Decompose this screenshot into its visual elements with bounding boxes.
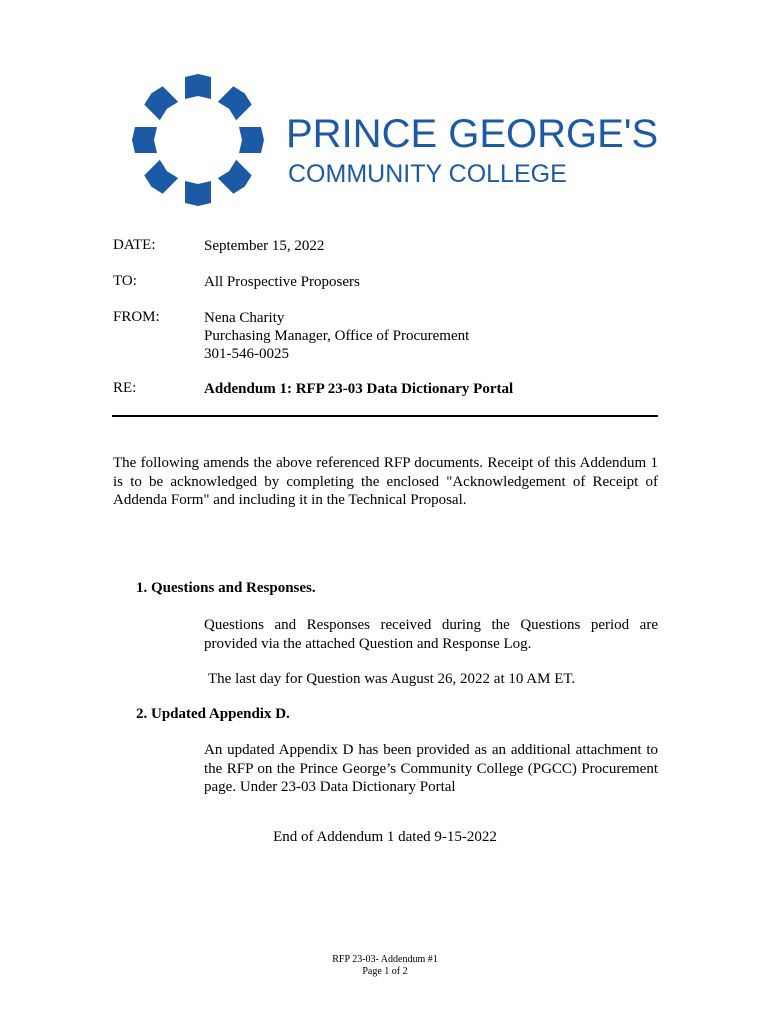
college-name-line2: COMMUNITY COLLEGE (288, 160, 567, 188)
section-1-paragraph: Questions and Responses received during the Questions period are provided via the attached Question and Response Log. (204, 617, 658, 652)
college-name-line1: PRINCE GEORGE'S (286, 112, 659, 156)
date-label: DATE: (113, 237, 156, 253)
from-title: Purchasing Manager, Office of Procurement (204, 328, 470, 344)
re-label: RE: (113, 380, 137, 396)
intro-paragraph: The following amends the above referenced RFP documents. Receipt of this Addendum 1 is to be acknowledged by completing the enclosed "Acknowledgement of Receipt of Addenda Form" and including it in the Technical Proposal. (113, 455, 658, 508)
section-2-paragraph: An updated Appendix D has been provided as an additional attachment to the RFP on the Prince George’s Community College (PGCC) Procurement page. Under 23-03 Data Dictionary Portal (204, 742, 658, 795)
footer-rfp-label: RFP 23-03- Addendum #1 (332, 954, 438, 965)
from-name: Nena Charity (204, 310, 285, 326)
date-value: September 15, 2022 (204, 238, 325, 254)
header-divider (112, 415, 658, 417)
footer-page-number: Page 1 of 2 (362, 966, 408, 977)
from-phone: 301-546-0025 (204, 346, 289, 362)
end-of-addendum: End of Addendum 1 dated 9-15-2022 (273, 829, 497, 845)
to-label: TO: (113, 273, 137, 289)
college-logo-icon (128, 70, 268, 210)
from-label: FROM: (113, 309, 160, 325)
re-value: Addendum 1: RFP 23-03 Data Dictionary Portal (204, 381, 514, 397)
section-1-note: The last day for Question was August 26, 2022 at 10 AM ET. (208, 671, 576, 687)
section-2-heading: 2. Updated Appendix D. (136, 706, 290, 722)
section-1-heading: 1. Questions and Responses. (136, 580, 316, 596)
to-value: All Prospective Proposers (204, 274, 360, 290)
